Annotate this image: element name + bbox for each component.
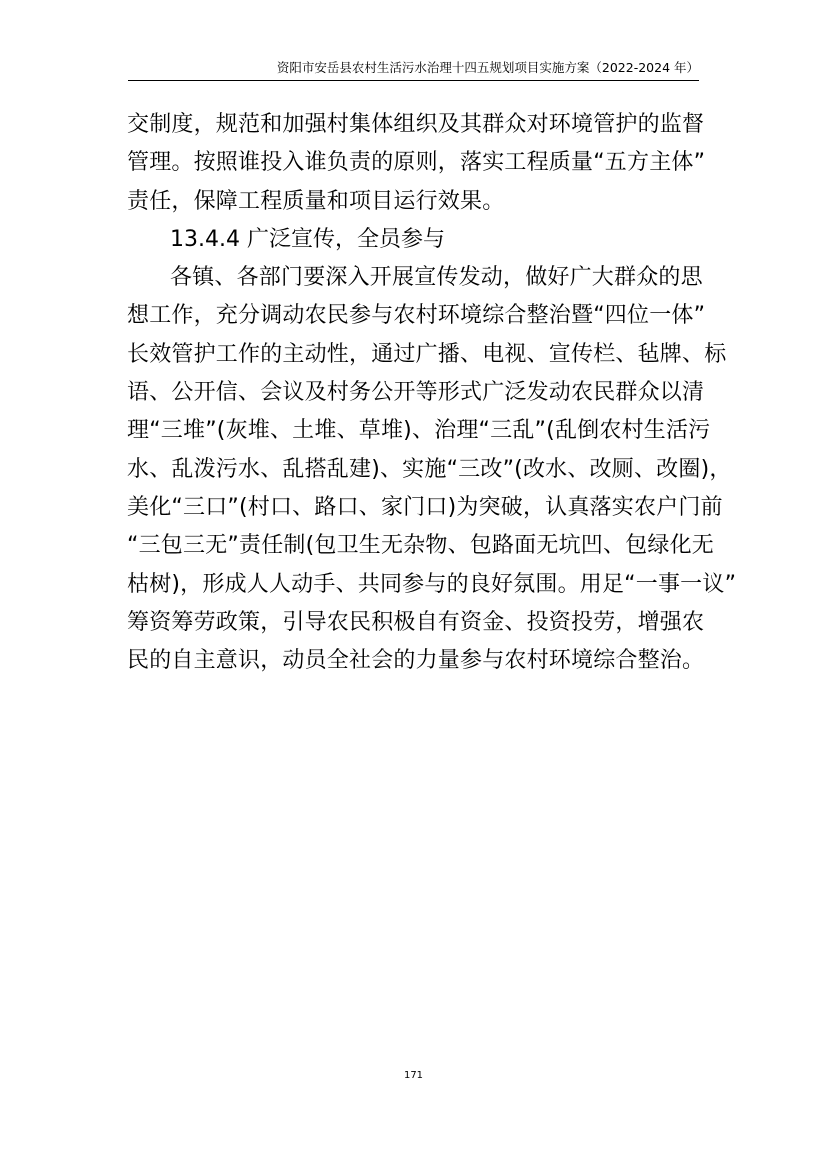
document-body [127, 106, 737, 680]
section-line: 筹资筹劳政策，引导农民积极自有资金、投资投劳，增强农 [127, 609, 705, 635]
section-line: 水、乱泼污水、乱搭乱建)、实施“三改”(改水、改厕、改圈)， [127, 456, 732, 482]
section-line: 长效管护工作的主动性，通过广播、电视、宣传栏、毡牌、标 [127, 341, 727, 367]
header-divider [128, 80, 699, 81]
section-line: 各镇、各部门要深入开展宣传发动，做好广大群众的思 [170, 265, 703, 291]
page-number: 171 [403, 1070, 424, 1081]
body-line: 责任，保障工程质量和项目运行效果。 [127, 188, 505, 214]
section-line: “三包三无”责任制(包卫生无杂物、包路面无坑凹、包绿化无 [127, 533, 714, 559]
section-line: 想工作，充分调动农民参与农村环境综合整治暨“四位一体” [127, 303, 706, 329]
section-line: 美化“三口”(村口、路口、家门口)为突破，认真落实农户门前 [127, 494, 723, 520]
body-line: 交制度，规范和加强村集体组织及其群众对环境管护的监督 [127, 112, 705, 137]
page-header: 资阳市安岳县农村生活污水治理十四五规划项目实施方案（2022-2024 年） [276, 60, 699, 75]
body-line: 管理。按照谁投入谁负责的原则，落实工程质量“五方主体” [127, 150, 706, 176]
section-line: 语、公开信、会议及村务公开等形式广泛发动农民群众以清 [127, 380, 705, 406]
section-line: 枯树)，形成人人动手、共同参与的良好氛围。用足“一事一议” [127, 571, 737, 597]
section-heading: 13.4.4 广泛宣传，全员参与 [170, 226, 445, 252]
section-line: 民的自主意识，动员全社会的力量参与农村环境综合整治。 [127, 648, 705, 674]
section-line: 理“三堆”(灰堆、土堆、草堆)、治理“三乱”(乱倒农村生活污 [127, 418, 711, 444]
